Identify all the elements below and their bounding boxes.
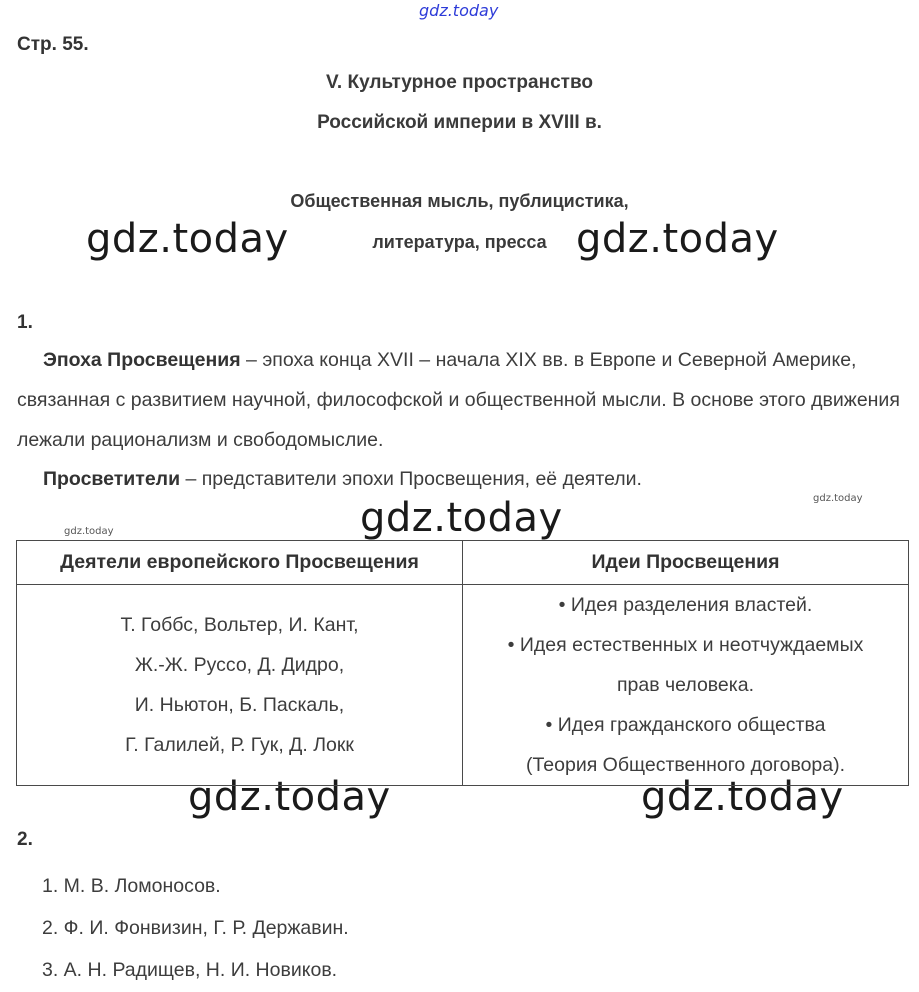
watermark-small: gdz.today (813, 493, 863, 504)
ideas-line: (Теория Общественного договора). (525, 754, 846, 776)
ideas-line: • Идея разделения властей. (558, 594, 813, 616)
chapter-title-line1: V. Культурное пространство (326, 72, 593, 93)
definition-paragraph (17, 459, 912, 499)
definition-paragraph (17, 340, 912, 460)
watermark: gdz.today (360, 495, 563, 541)
figures-line: Ж.-Ж. Руссо, Д. Дидро, (134, 654, 345, 676)
figures-line: И. Ньютон, Б. Паскаль, (134, 694, 345, 716)
table-header-row (17, 541, 909, 585)
table-header: Деятели европейского Просвещения (17, 541, 463, 585)
watermark: gdz.today (188, 774, 391, 820)
task-number: 2. (17, 829, 33, 850)
chapter-title-line2: Российской империи в XVIII в. (317, 112, 602, 133)
term: Просветители (43, 468, 181, 490)
section-title-line1: Общественная мысль, публицистика, (290, 191, 629, 211)
table-row (17, 585, 909, 786)
page-label: Стр. 55. (17, 34, 89, 55)
definition-text: – представители эпохи Просвещения, её деятели. (180, 468, 642, 490)
table-cell-figures (17, 585, 463, 786)
watermark: gdz.today (576, 216, 779, 262)
term: Эпоха Просвещения (43, 349, 241, 371)
table-cell-ideas (463, 585, 909, 786)
ideas-line: • Идея гражданского общества (545, 714, 826, 736)
ideas-line: • Идея естественных и неотчуждаемых (507, 634, 864, 656)
table-header: Идеи Просвещения (463, 541, 909, 585)
figures-line: Г. Галилей, Р. Гук, Д. Локк (125, 734, 354, 756)
watermark: gdz.today (641, 774, 844, 820)
task-number: 1. (17, 312, 33, 333)
figures-line: Т. Гоббс, Вольтер, И. Кант, (120, 614, 359, 636)
list-item: 1. М. В. Ломоносов. (42, 875, 221, 897)
list-item: 2. Ф. И. Фонвизин, Г. Р. Державин. (42, 917, 349, 939)
watermark: gdz.today (86, 216, 289, 262)
list-item: 3. А. Н. Радищев, Н. И. Новиков. (42, 959, 338, 981)
ideas-line: прав человека. (616, 674, 755, 696)
definition-text: – эпоха конца XVII – начала XIX вв. в Европе и Северной Америке, связанная с развитием научной, философской и общественной мысли. В основе этого движения лежали рационализм и свободомыслие. (17, 349, 900, 451)
watermark-top: gdz.today (419, 1, 499, 20)
section-title-line2: литература, пресса (372, 232, 547, 252)
watermark-small: gdz.today (64, 526, 114, 537)
enlightenment-table (16, 540, 909, 786)
answer-list (42, 865, 349, 991)
